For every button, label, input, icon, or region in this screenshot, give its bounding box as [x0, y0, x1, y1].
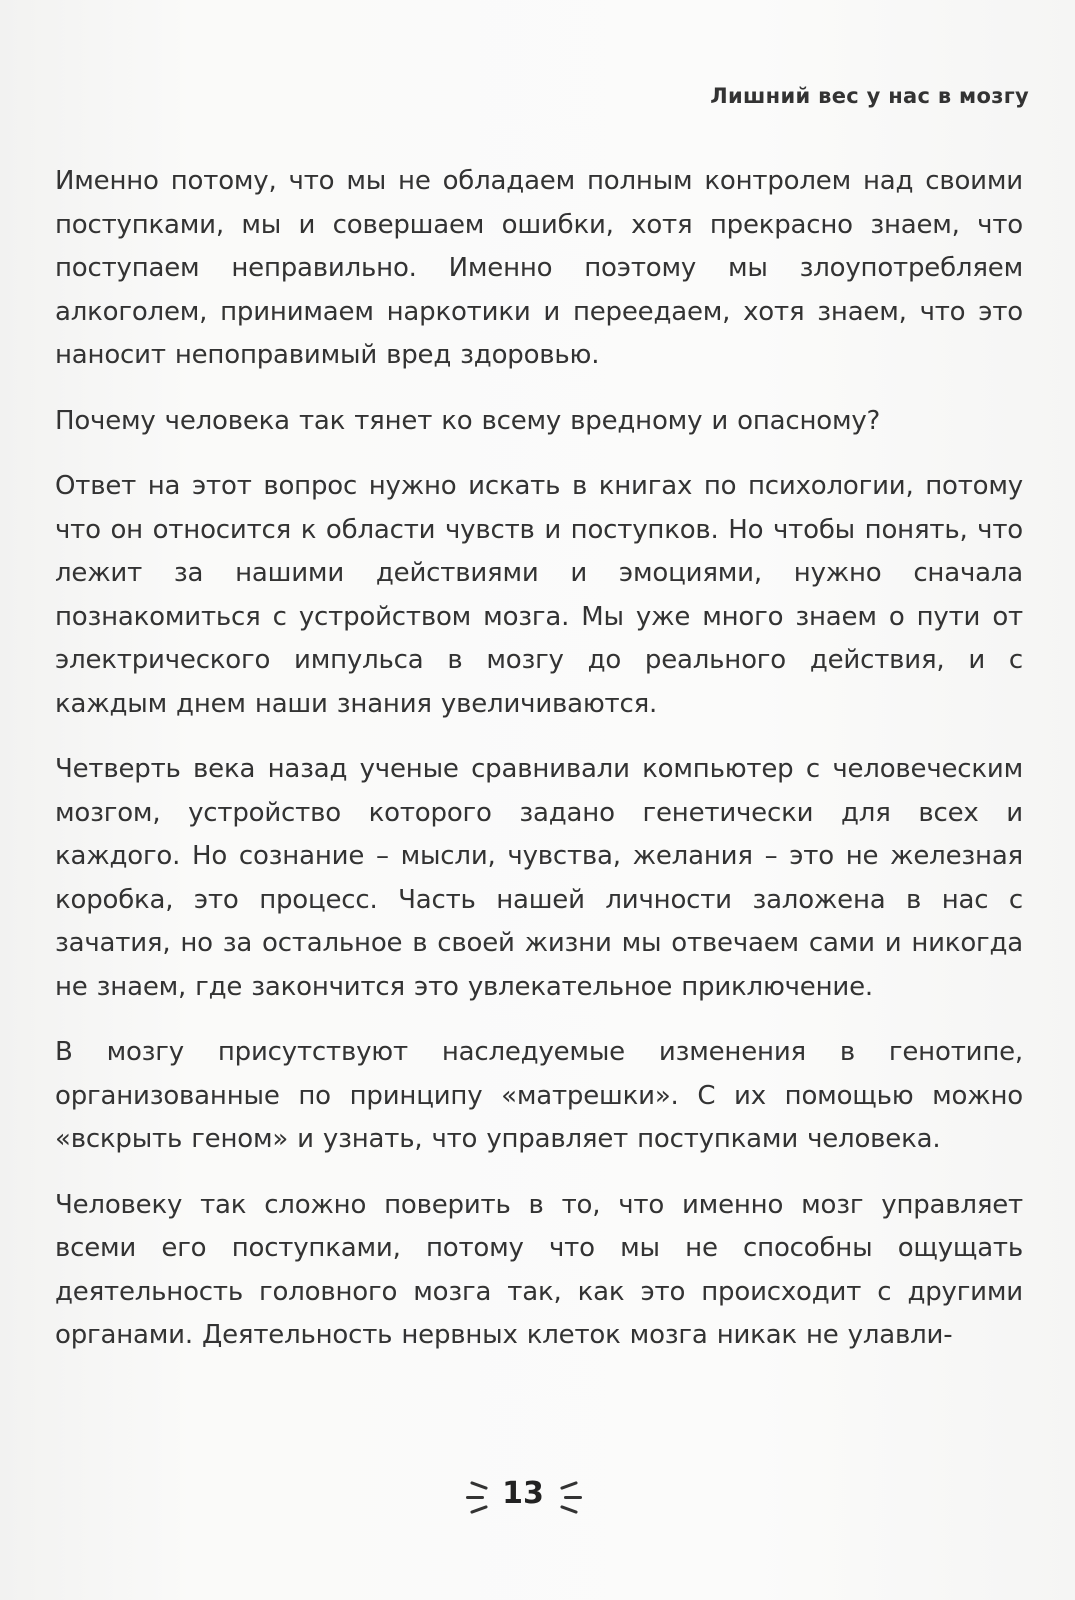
ray-left-bottom-icon: [470, 1505, 488, 1514]
paragraph-5: В мозгу присутствуют наследуемые изменения в генотипе, организованные по принципу «матрешки». С их помощью можно «вскрыть геном» и узнать, что управляет поступками человека.: [55, 1037, 1023, 1154]
paragraph-3: Ответ на этот вопрос нужно искать в книгах по психологии, потому что он относится к области чувств и поступков. Но чтобы понять, что лежит за нашими действиями и эмоциями, нужно сначала познакомиться с устройством мозга. Мы уже много знаем о пути от электрического импульса в мозгу до реального действия, и с каждым днем наши знания увеличиваются.: [55, 471, 1023, 719]
paragraph-6: Человеку так сложно поверить в то, что именно мозг управляет всеми его поступками, потому что мы не способны ощущать деятельность головного мозга так, как это происходит с другими органами. Деятельность нервных клеток мозга никак не улавли-: [55, 1189, 1023, 1350]
ray-right-mid-icon: [564, 1496, 582, 1499]
page-footer: [0, 1468, 1075, 1528]
paragraph-1: Именно потому, что мы не обладаем полным контролем над своими поступками, мы и совершаем ошибки, хотя прекрасно знаем, что поступаем неправильно. Именно поэтому мы злоупотребляем алкоголем, принимаем наркотики и переедаем, хотя знаем, что это наносит непоправимый вред здоровью.: [55, 166, 1023, 370]
paragraph-2: Почему человека так тянет ко всему вредному и опасному?: [55, 405, 881, 436]
ray-right-top-icon: [560, 1481, 578, 1490]
page-number: 13: [502, 1476, 544, 1511]
body-text: [55, 160, 1023, 1380]
paragraph-4: Четверть века назад ученые сравнивали компьютер с человеческим мозгом, устройство которого задано генетически для всех и каждого. Но сознание – мысли, чувства, желания – это не железная коробка, это процесс. Часть нашей личности заложена в нас с зачатия, но за остальное в своей жизни мы отвечаем сами и никогда не знаем, где закончится это увлекательное приключение.: [55, 754, 1023, 1002]
ray-right-bottom-icon: [560, 1505, 578, 1514]
ray-left-top-icon: [470, 1481, 488, 1490]
ray-left-mid-icon: [466, 1496, 484, 1499]
running-head: Лишний вес у нас в мозгу: [710, 84, 1029, 108]
